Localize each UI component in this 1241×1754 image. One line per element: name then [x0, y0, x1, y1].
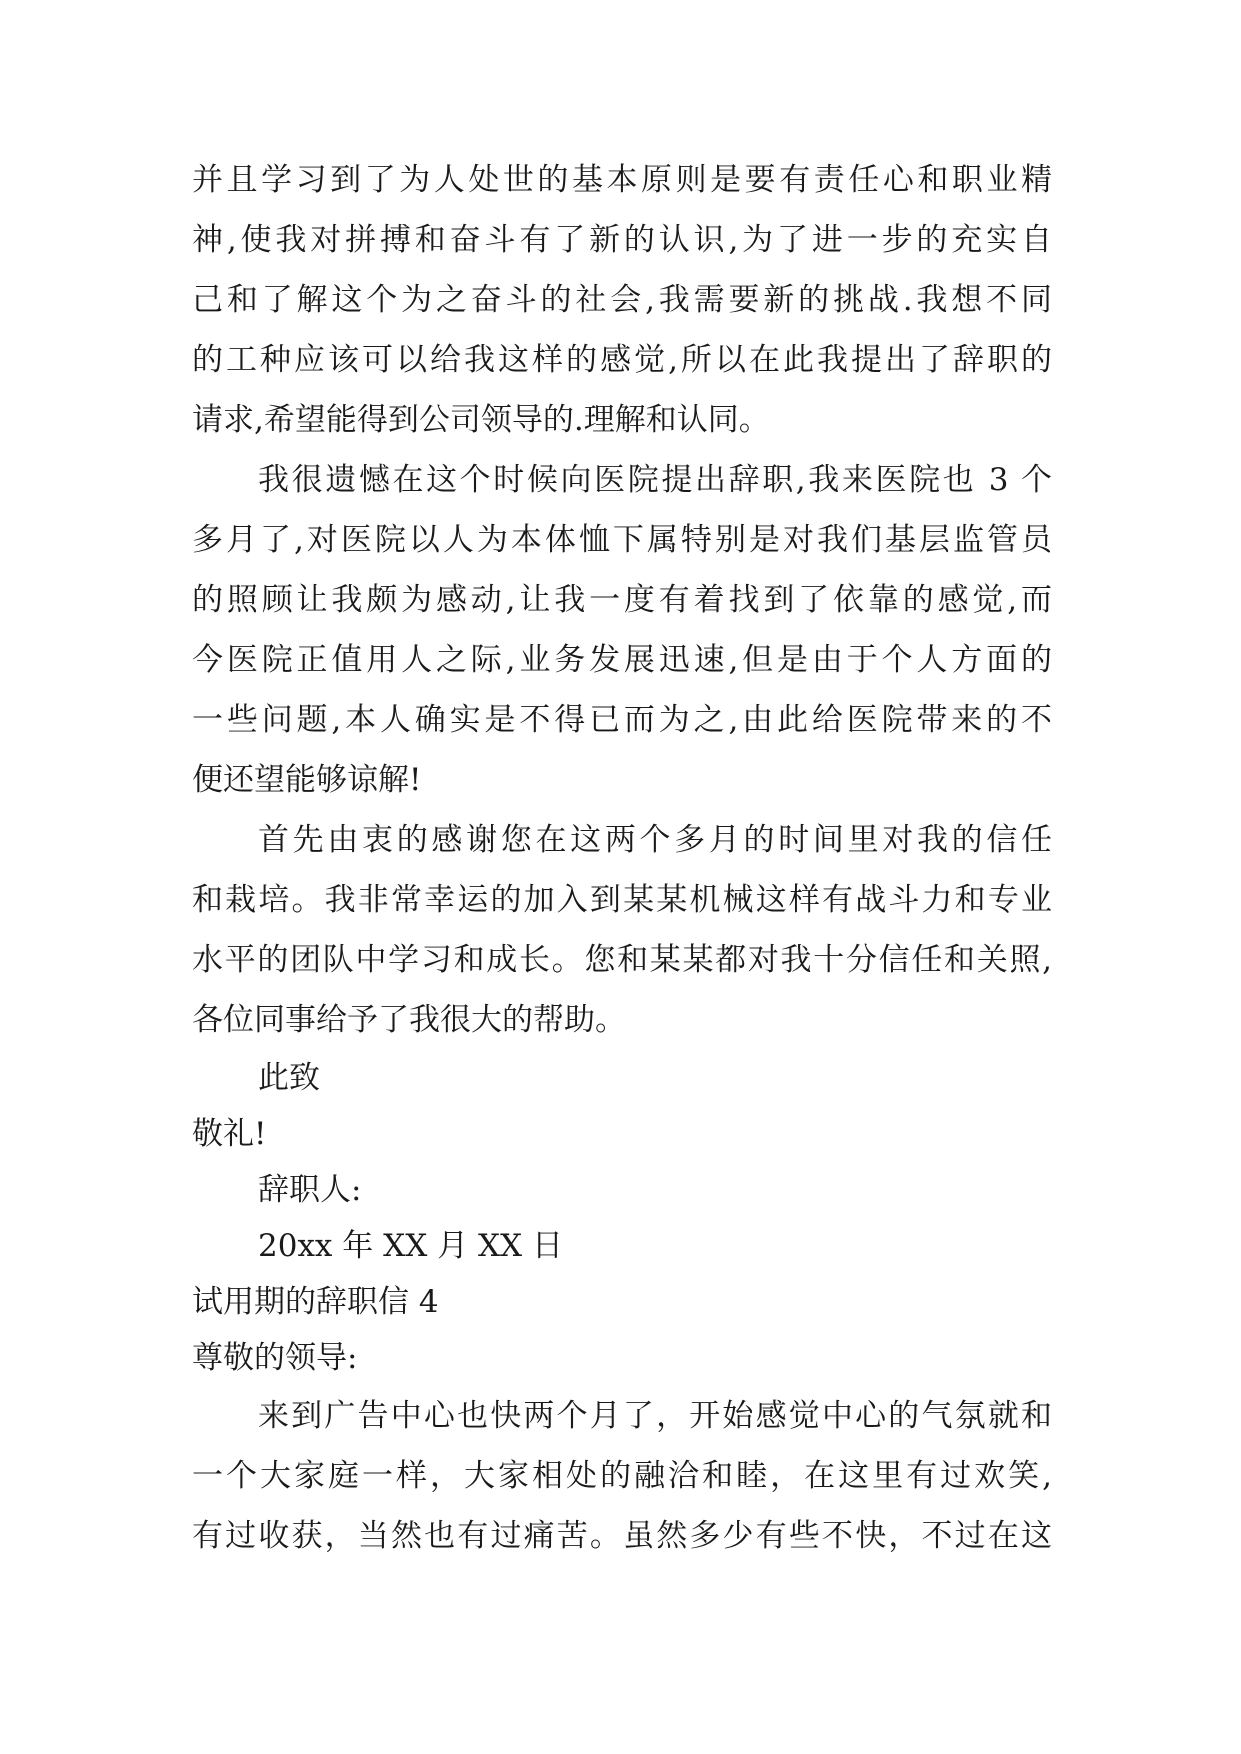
text-line: 请求,希望能得到公司领导的.理解和认同。	[192, 402, 770, 438]
closing-jing-li: 敬礼!	[192, 1116, 267, 1152]
text-line: 水平的团队中学习和成长。您和某某都对我十分信任和关照,	[192, 942, 1052, 978]
text-line: 我很遗憾在这个时候向医院提出辞职,我来医院也 3 个	[258, 462, 1052, 498]
closing-ci-zhi: 此致	[258, 1060, 320, 1096]
resigner-label: 辞职人:	[258, 1172, 362, 1208]
paragraph-1	[192, 150, 1052, 450]
text-line: 的工种应该可以给我这样的感觉,所以在此我提出了辞职的	[192, 342, 1052, 378]
text-line: 神,使我对拼搏和奋斗有了新的认识,为了进一步的充实自	[192, 222, 1052, 258]
text-line: 并且学习到了为人处世的基本原则是要有责任心和职业精	[192, 162, 1052, 198]
text-line: 来到广告中心也快两个月了，开始感觉中心的气氛就和	[258, 1398, 1052, 1434]
closing-block	[192, 1050, 1052, 1274]
text-line: 一些问题,本人确实是不得已而为之,由此给医院带来的不	[192, 702, 1052, 738]
paragraph-3	[192, 810, 1052, 1050]
paragraph-2	[192, 450, 1052, 810]
section-title: 试用期的辞职信 4	[192, 1284, 439, 1320]
signature-date: 20xx 年 XX 月 XX 日	[258, 1228, 563, 1264]
document-body	[192, 150, 1052, 1566]
text-line: 便还望能够谅解!	[192, 762, 422, 798]
text-line: 多月了,对医院以人为本体恤下属特别是对我们基层监管员	[192, 522, 1052, 558]
text-line: 的照顾让我颇为感动,让我一度有着找到了依靠的感觉,而	[192, 582, 1052, 618]
paragraph-4	[192, 1386, 1052, 1566]
text-line: 和栽培。我非常幸运的加入到某某机械这样有战斗力和专业	[192, 882, 1052, 918]
text-line: 一个大家庭一样，大家相处的融洽和睦，在这里有过欢笑,	[192, 1458, 1052, 1494]
text-line: 各位同事给予了我很大的帮助。	[192, 1002, 626, 1038]
text-line: 首先由衷的感谢您在这两个多月的时间里对我的信任	[258, 822, 1052, 858]
salutation: 尊敬的领导:	[192, 1340, 358, 1376]
text-line: 今医院正值用人之际,业务发展迅速,但是由于个人方面的	[192, 642, 1052, 678]
text-line: 己和了解这个为之奋斗的社会,我需要新的挑战.我想不同	[192, 282, 1052, 318]
text-line: 有过收获，当然也有过痛苦。虽然多少有些不快，不过在这	[192, 1518, 1052, 1554]
